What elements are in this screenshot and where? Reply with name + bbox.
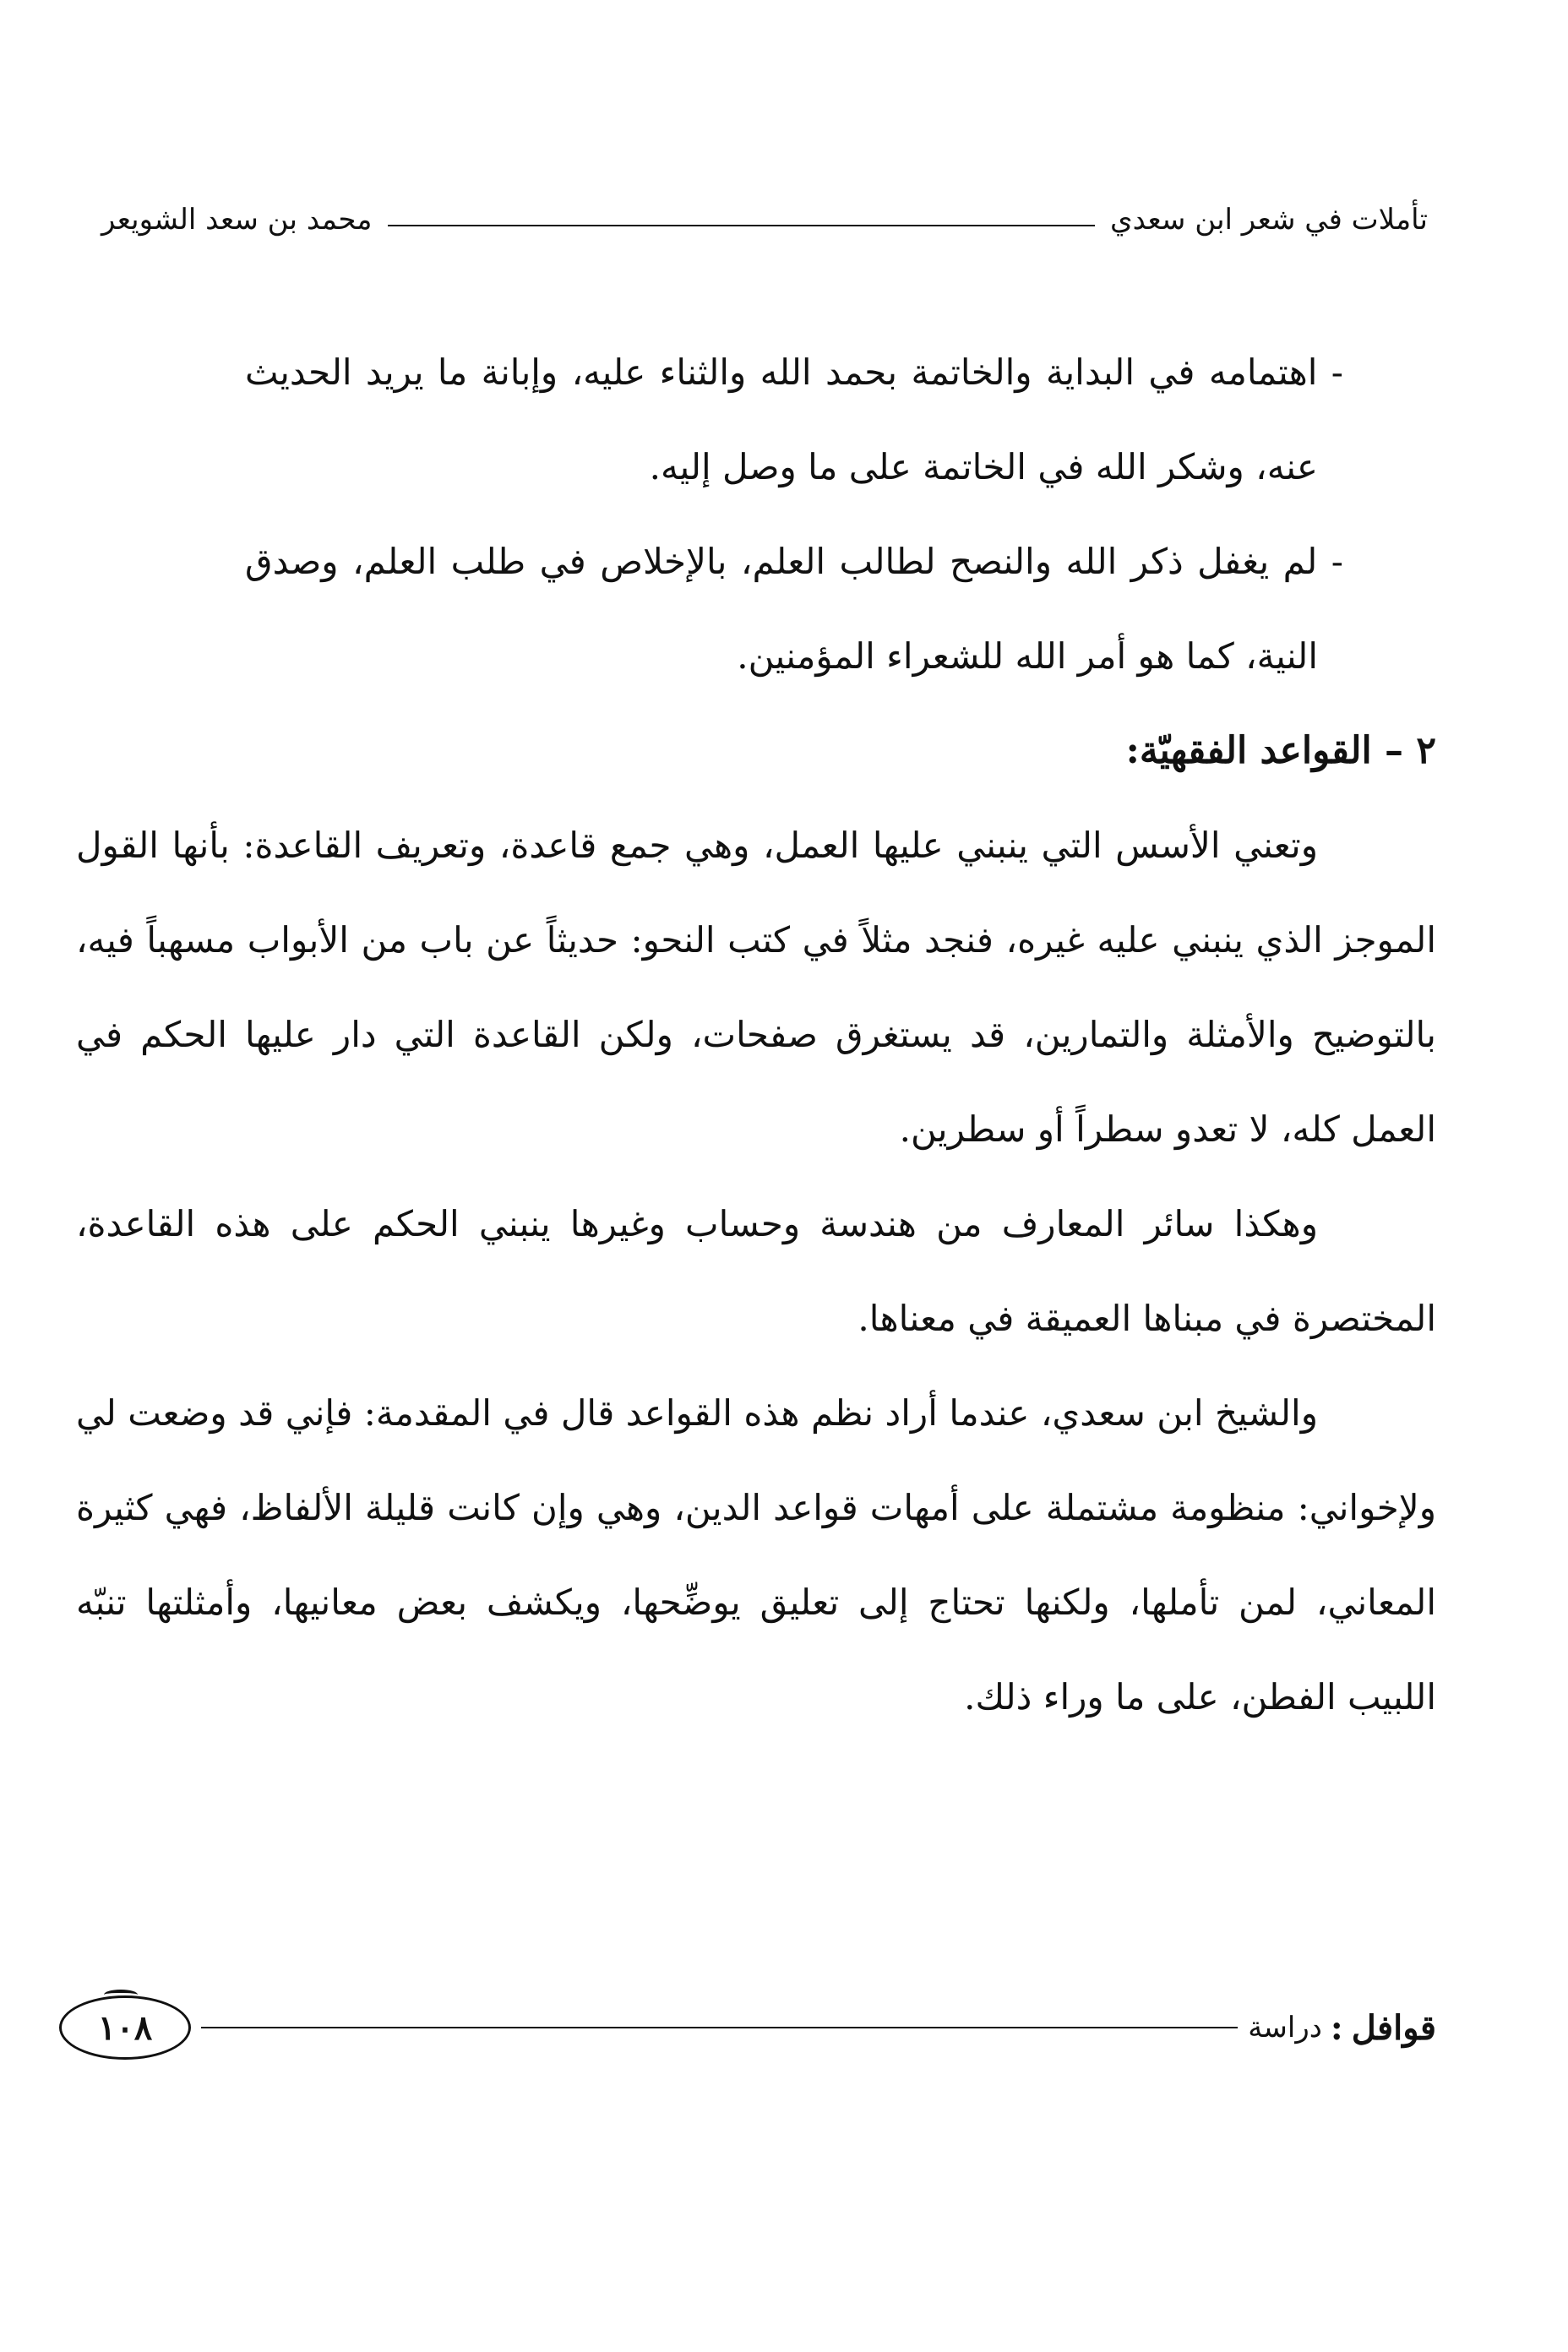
paragraph: وتعني الأسس التي ينبني عليها العمل، وهي جمع قاعدة، وتعريف القاعدة: بأنها القول الموجز الذي ينبني عليه غيره، فنجد مثلاً في كتب النحو: حديثاً عن باب من الأبواب مسهباً فيه، بالتوضيح والأمثلة والتمارين، قد يستغرق صفحات، ولكن القاعدة التي دار عليها الحكم في العمل كله، لا تعدو سطراً أو سطرين. [76,825,1436,1150]
footer-type: دراسة [1248,2011,1322,2044]
section-heading: ٢ – القواعد الفقهيّة: [1125,729,1436,772]
footer-rule [201,2027,1238,2028]
bullet-item: - لم يغفل ذكر الله والنصح لطالب العلم، بالإخلاص في طلب العلم، وصدق النية، كما هو أمر الله للشعراء المؤمنين. [245,541,1343,677]
page-number: ١٠٨ [97,2007,153,2048]
page-number-badge [59,1995,191,2060]
header-author: محمد بن سعد الشويعر [101,203,373,237]
footer-separator: : [1330,2007,1343,2048]
paragraph: وهكذا سائر المعارف من هندسة وحساب وغيرها ينبني الحكم على هذه القاعدة، المختصرة في مبناها العميقة في معناها. [76,1203,1436,1339]
running-header [101,194,1428,245]
paragraph: والشيخ ابن سعدي، عندما أراد نظم هذه القواعد قال في المقدمة: فإني قد وضعت لي ولإخواني: منظومة مشتملة على أمهات قواعد الدين، وهي وإن كانت قليلة الألفاظ، فهي كثيرة المعاني، لمن تأملها، ولكنها تحتاج إلى تعليق يوضِّحها، ويكشف بعض معانيها، وأمثلتها تنبّه اللبيب الفطن، على ما وراء ذلك. [76,1392,1436,1718]
footer-brand: قوافل [1351,2007,1436,2048]
header-rule [388,225,1096,226]
page-footer [59,1990,1436,2066]
page-body [76,325,1436,1745]
bullet-item: - اهتمامه في البداية والخاتمة بحمد الله والثناء عليه، وإبانة ما يريد الحديث عنه، وشكر الله في الخاتمة على ما وصل إليه. [245,351,1343,487]
bullet-list [245,325,1377,704]
header-title: تأملات في شعر ابن سعدي [1110,203,1428,237]
